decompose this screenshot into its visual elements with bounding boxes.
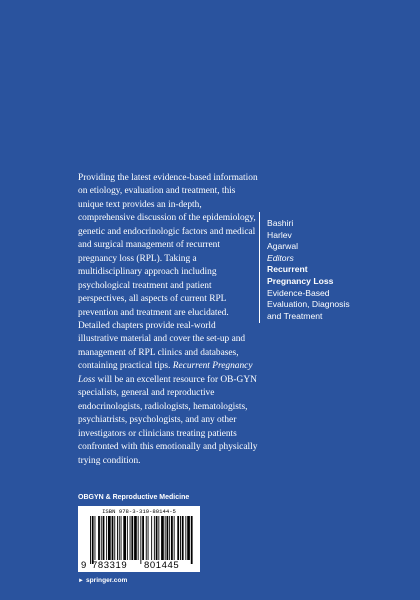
barcode-bar <box>169 516 170 560</box>
barcode-bar <box>114 516 115 560</box>
barcode-bar <box>117 516 118 560</box>
barcode-bar <box>112 516 114 560</box>
barcode-bar <box>121 516 122 560</box>
barcode-bar <box>134 516 137 560</box>
editors-label: Editors <box>267 252 294 263</box>
side-credits <box>267 218 397 322</box>
website-label: springer.com <box>85 577 128 584</box>
cover-blurb <box>78 172 258 468</box>
barcode-bar <box>119 516 120 560</box>
barcode-bar <box>98 516 100 560</box>
editor-name: Bashiri <box>267 218 294 228</box>
barcode-bar <box>95 516 96 560</box>
barcode-bar <box>106 516 107 560</box>
barcode-bar <box>92 516 94 564</box>
barcode-digit-first: 9 <box>81 560 87 571</box>
barcode-bar <box>103 516 105 560</box>
barcode-bar <box>151 516 152 560</box>
barcode-bar <box>161 516 164 560</box>
barcode-bar <box>127 516 128 560</box>
barcode-digit-group: 801445 <box>144 560 180 571</box>
barcode-bar <box>148 516 149 560</box>
barcode-bar <box>171 516 173 560</box>
isbn-text: ISBN 978-3-319-80144-5 <box>102 508 176 515</box>
barcode-bar <box>158 516 159 560</box>
barcode-bar <box>156 516 158 560</box>
barcode-digit-group: 783319 <box>92 560 128 571</box>
barcode-bar <box>142 516 144 560</box>
barcode-bar <box>165 516 166 560</box>
barcode-bar <box>187 516 190 560</box>
barcode-bar <box>131 516 133 560</box>
barcode-bar <box>182 516 184 560</box>
series-name: OBGYN & Reproductive Medicine <box>78 494 190 501</box>
barcode-bar <box>154 516 155 560</box>
barcode-bar <box>174 516 175 560</box>
book-subtitle-line: Evaluation, Diagnosis <box>267 299 350 310</box>
publisher-website[interactable] <box>78 577 127 584</box>
barcode-bar <box>138 516 139 560</box>
divider-line <box>259 212 260 323</box>
barcode-bar <box>101 516 102 560</box>
blurb-text-2: will be an excellent resource for OB-GYN specialists, general and reproductive endocrinologists, radiologists, hematologists, psychiatrists, psychologists, and any other investigators or clinicians treating patients confronted with this emotionally and physically trying condition. <box>78 374 258 466</box>
editor-name: Harlev <box>267 229 292 240</box>
book-subtitle-line: and Treatment <box>267 310 323 321</box>
isbn-barcode <box>78 506 200 572</box>
barcode-bar <box>146 516 147 560</box>
barcode-bar <box>191 516 193 564</box>
barcode-bar <box>185 516 186 560</box>
barcode-digits <box>78 560 200 571</box>
arrow-right-icon: ► <box>78 578 84 584</box>
barcode-bar <box>90 516 91 564</box>
book-subtitle-line: Evidence-Based <box>267 287 330 298</box>
book-title-line: Recurrent <box>267 264 308 275</box>
barcode-bar <box>108 516 111 560</box>
blurb-book-title: Recurrent Pregnancy Loss <box>78 361 253 385</box>
book-title-line: Pregnancy Loss <box>267 275 334 286</box>
barcode-bar <box>140 516 141 564</box>
barcode-bar <box>130 516 131 560</box>
barcode-bar <box>123 516 126 560</box>
blurb-text-1: Providing the latest evidence-based information on etiology, evaluation and treatment, this unique text provides an in-depth, comprehensive discussion of the epidemiology, genetic and endocrinologic factors and medical and surgical management of recurrent pregnancy loss (RPL). Taking a multidisciplinary approach including psychological treatment and patient perspectives, all aspects of current RPL prevention and treatment are elucidated. Detailed chapters provide real-world illustrative material and cover the set-up and management of RPL clinics and databases, containing practical tips. <box>78 173 258 372</box>
barcode-bar <box>167 516 169 560</box>
editor-name: Agarwal <box>267 241 299 252</box>
barcode-bar <box>177 516 179 560</box>
barcode-bar <box>180 516 181 560</box>
